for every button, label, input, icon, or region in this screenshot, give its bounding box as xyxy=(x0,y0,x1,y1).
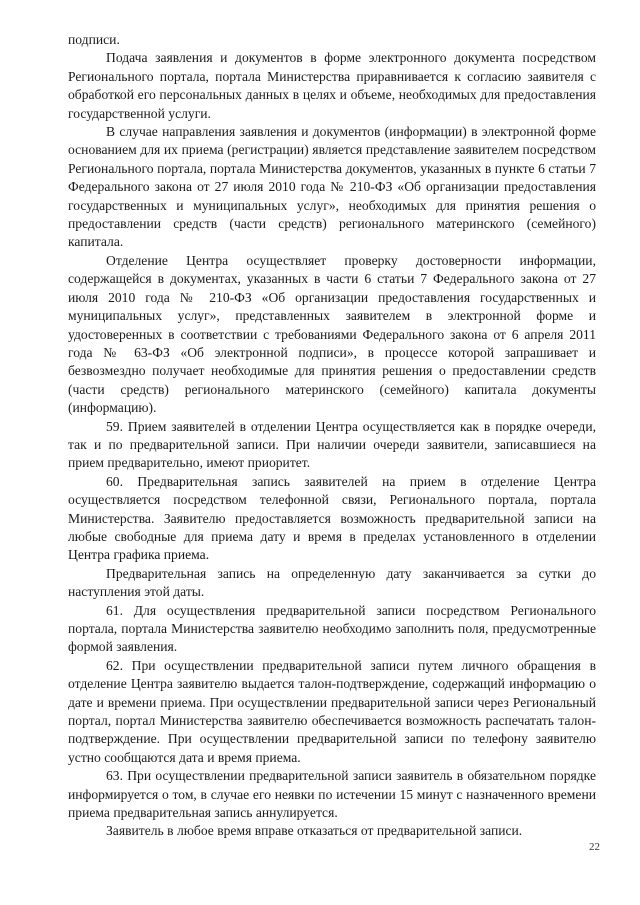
paragraph-item-63: 63. При осуществлении предварительной записи заявитель в обязательном порядке информируется о том, в случае его неявки по истечении 15 минут с назначенного времени приема предварительная запись аннулируется. xyxy=(68,768,596,821)
paragraph-item-61: 61. Для осуществления предварительной записи посредством Регионального портала, портала Министерства заявителю необходимо заполнить поля, предусмотренные формой заявления. xyxy=(68,602,596,655)
paragraph-electronic-submission: В случае направления заявления и документов (информации) в электронной форме основанием для их приема (регистрации) является представление заявителем посредством Регионального портала, портала Министерства документов, указанных в пункте 6 статьи 7 Федерального закона от 27 июля 2010 года № 210-ФЗ «Об организации предоставления государственных и муниципальных услуг», необходимых для принятия решения о предоставлении средств (части средств) регионального материнского (семейного) капитала. xyxy=(68,124,596,250)
document-body xyxy=(68,31,596,841)
paragraph-consent: Подача заявления и документов в форме электронного документа посредством Регионального портала, портала Министерства приравнивается к согласию заявителя с обработкой его персональных данных в целях и объеме, необходимых для предоставления государственной услуги. xyxy=(68,50,596,121)
page-number: 22 xyxy=(589,841,600,853)
paragraph-item-60: 60. Предварительная запись заявителей на прием в отделение Центра осуществляется посредством телефонной связи, Регионального портала, портала Министерства. Заявителю предоставляется возможность предварительной записи на любые свободные для приема дату и время в пределах установленного в отделении Центра графика приема. xyxy=(68,473,596,563)
paragraph-verification: Отделение Центра осуществляет проверку достоверности информации, содержащейся в документах, указанных в части 6 статьи 7 Федерального закона от 27 июля 2010 года № 210-ФЗ «Об организации предоставления государственных и муниципальных услуг», представленных заявителем в электронной форме и удостоверенных в соответствии с требованиями Федерального закона от 6 апреля 2011 года № 63-ФЗ «Об электронной подписи», в процессе которой запрашивает и безвозмездно получает необходимые для принятия решения о предоставлении средств (части средств) регионального материнского (семейного) капитала документы (информацию). xyxy=(68,252,596,416)
paragraph-item-59: 59. Прием заявителей в отделении Центра осуществляется как в порядке очереди, так и по предварительной записи. При наличии очереди заявители, записавшиеся на прием предварительно, имеют приоритет. xyxy=(68,418,596,471)
paragraph-continuation: подписи. xyxy=(68,32,120,47)
paragraph-cancel-booking: Заявитель в любое время вправе отказаться от предварительной записи. xyxy=(106,823,523,839)
paragraph-booking-deadline: Предварительная запись на определенную дату заканчивается за сутки до наступления этой даты. xyxy=(68,565,596,600)
paragraph-item-62: 62. При осуществлении предварительной записи путем личного обращения в отделение Центра заявителю выдается талон-подтверждение, содержащий информацию о дате и времени приема. При осуществлении предварительной записи через Региональный портал, портал Министерства заявителю обеспечивается возможность распечатать талон-подтверждение. При осуществлении предварительной записи по телефону заявителю устно сообщаются дата и время приема. xyxy=(68,657,596,765)
